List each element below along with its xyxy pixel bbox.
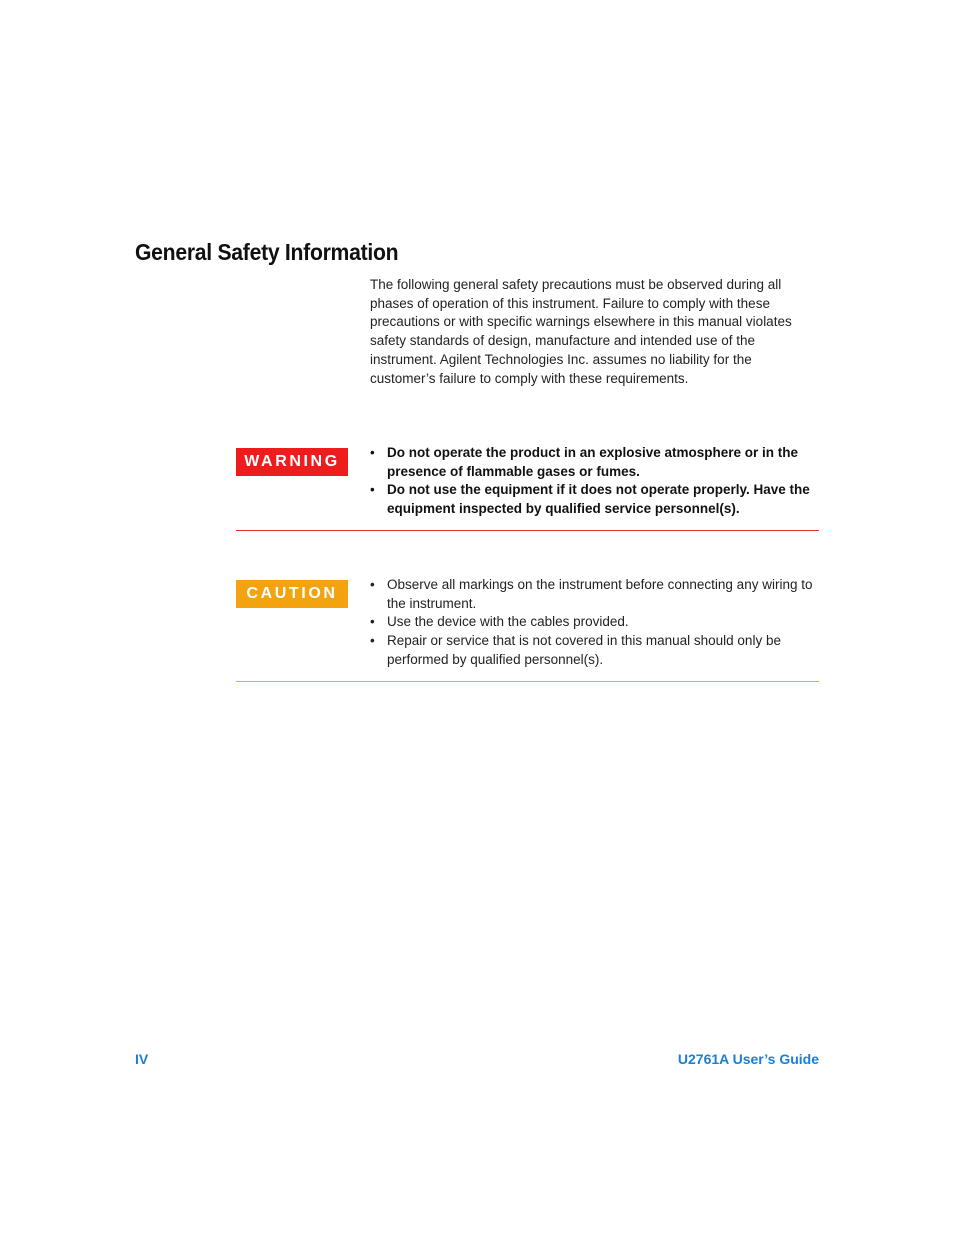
intro-paragraph: The following general safety precautions must be observed during all phases of operation of this instrument. Failure to comply with these precautions or with specific warnings elsewhere in this manual violates safety standards of design, manufacture and intended use of the instrument. Agilent Technologies Inc. assumes no liability for the customer’s failure to comply with these requirements. <box>370 277 792 386</box>
warning-item-text: Do not operate the product in an explosive atmosphere or in the presence of flammable gases or fumes. <box>387 445 799 479</box>
bullet-icon: • <box>370 614 375 630</box>
list-item <box>370 576 820 613</box>
list-item <box>370 613 820 632</box>
caution-badge: CAUTION <box>236 580 348 608</box>
page-title: General Safety Information <box>135 239 399 265</box>
list-item <box>370 481 820 518</box>
warning-item-text: Do not use the equipment if it does not operate properly. Have the equipment inspected by qualified service personnel(s). <box>387 482 810 517</box>
list-item <box>370 632 820 669</box>
caution-item-text: Repair or service that is not covered in this manual should only be performed by qualified personnel(s). <box>387 633 781 667</box>
warning-block <box>236 444 819 531</box>
caution-list <box>370 576 820 670</box>
list-item <box>370 444 820 481</box>
bullet-icon: • <box>370 633 375 649</box>
bullet-icon: • <box>370 445 375 460</box>
warning-list <box>370 444 820 519</box>
warning-badge: WARNING <box>236 448 348 476</box>
bullet-icon: • <box>370 482 375 498</box>
guide-title: U2761A User’s Guide <box>677 1051 819 1067</box>
caution-block <box>236 576 819 682</box>
bullet-icon: • <box>370 577 375 592</box>
caution-item-text: Use the device with the cables provided. <box>387 614 629 630</box>
page-number: IV <box>135 1051 149 1067</box>
caution-item-text: Observe all markings on the instrument before connecting any wiring to the instrument. <box>387 577 813 611</box>
